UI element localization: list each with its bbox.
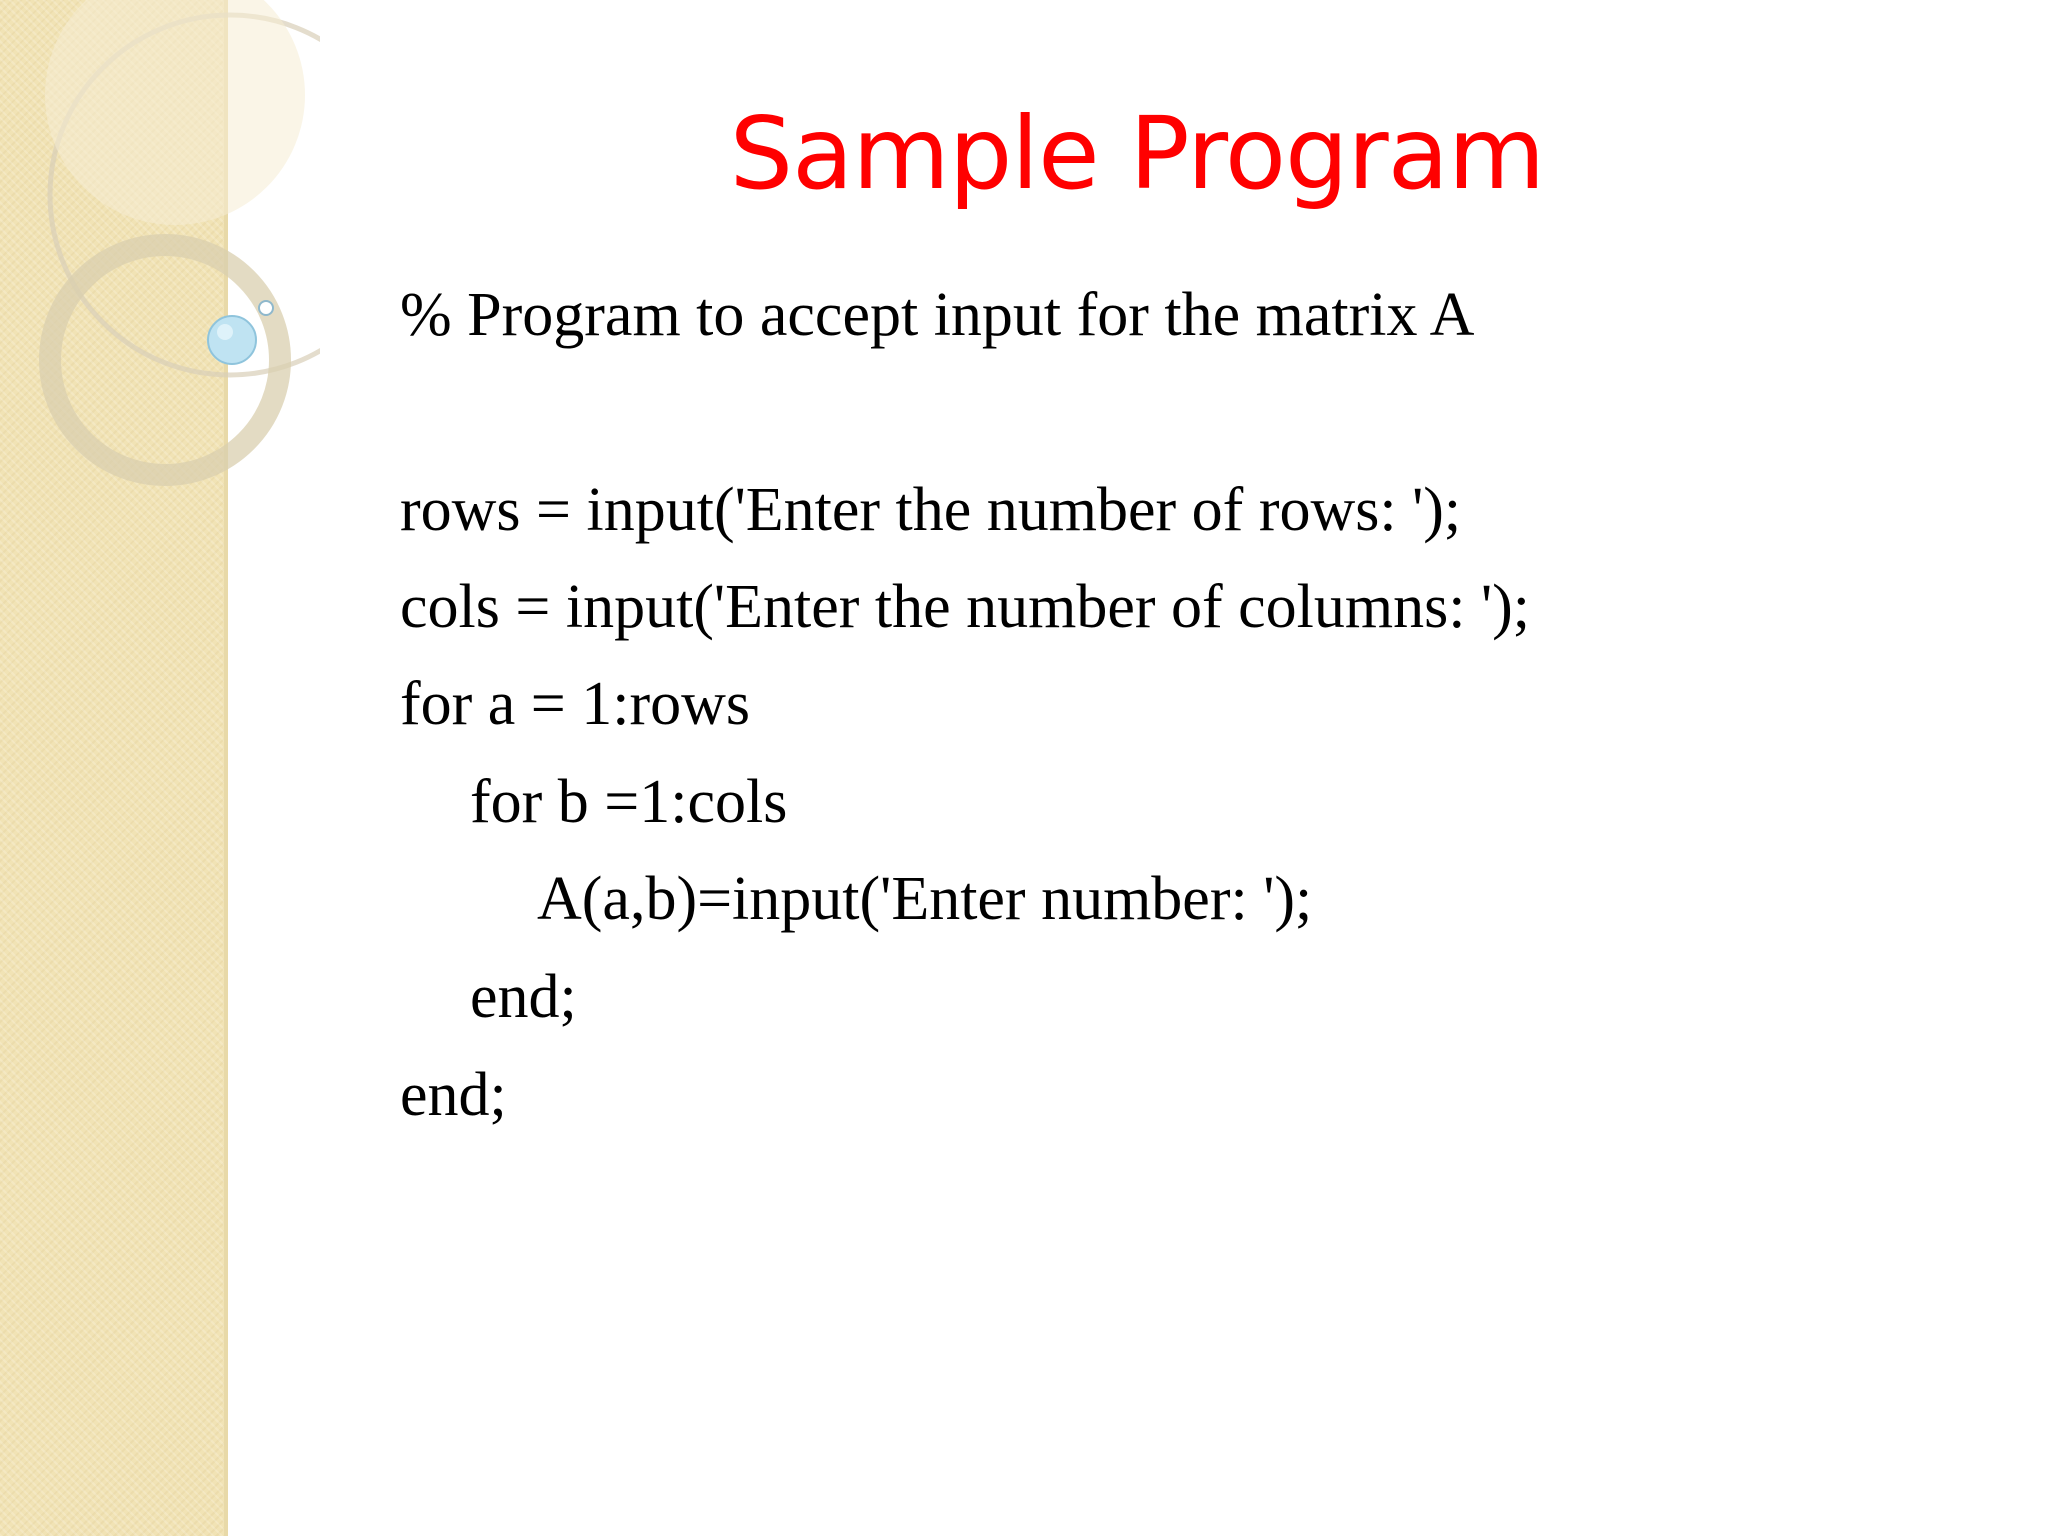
- blue-bubble-icon: [208, 316, 256, 364]
- slide-title: Sample Program: [729, 95, 1545, 212]
- code-line-for-b: for b =1:cols: [470, 768, 788, 836]
- decorative-rings-graphic: [0, 0, 320, 520]
- code-line-end-inner: end;: [470, 963, 577, 1031]
- code-line-comment: % Program to accept input for the matrix A: [400, 281, 1475, 349]
- code-line-rows: rows = input('Enter the number of rows: ');: [400, 476, 1462, 544]
- bubble-highlight-icon: [217, 324, 233, 340]
- code-line-for-a: for a = 1:rows: [400, 670, 751, 738]
- code-line-cols: cols = input('Enter the number of columns: ');: [400, 573, 1531, 641]
- small-bubble-icon: [259, 301, 273, 315]
- code-line-assign: A(a,b)=input('Enter number: ');: [537, 865, 1313, 933]
- code-line-end-outer: end;: [400, 1061, 507, 1129]
